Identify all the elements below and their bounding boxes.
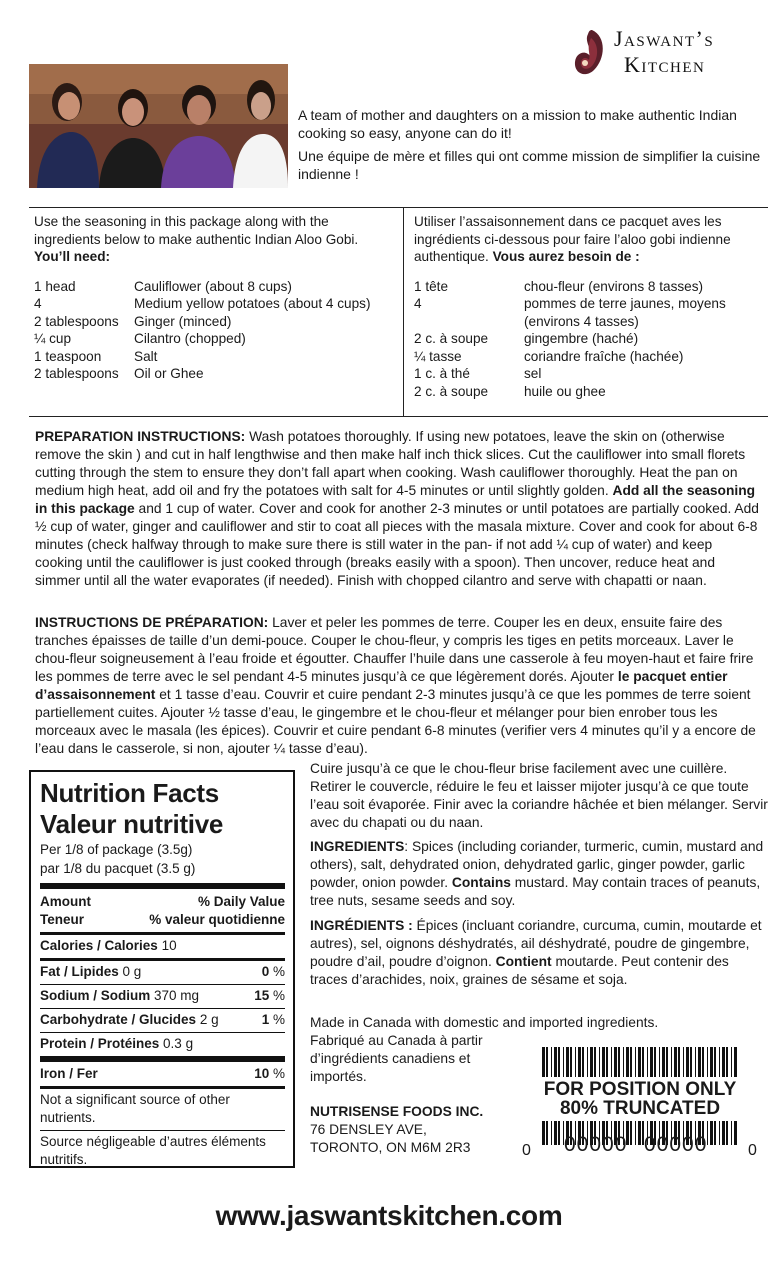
ingredient-row (414, 295, 764, 330)
barcode-bar (626, 1047, 629, 1077)
nutrition-note-en: Not a significant source of other nutrients. (40, 1092, 230, 1125)
nutrient-dv (254, 987, 285, 1005)
dv-label-en: % Daily Value (197, 894, 285, 909)
serving-size-en: Per 1/8 of package (3.5g) (40, 842, 193, 857)
ingredient-name: pommes de terre jaunes, moyens (environs 4 tasses) (524, 296, 726, 329)
nutrition-facts-table (29, 770, 295, 1168)
ingredient-quantity: 2 tablespoons (34, 313, 119, 329)
ingredient-name: sel (524, 366, 542, 381)
barcode-bar (558, 1047, 560, 1077)
ingredient-quantity: 4 (34, 296, 42, 311)
nutrient-row (40, 963, 285, 981)
barcode-bar (731, 1047, 732, 1077)
nutrition-title-en: Nutrition Facts (40, 778, 219, 808)
barcode-bar (671, 1047, 672, 1077)
nutrient-dv-value: 1 (261, 1012, 270, 1027)
company-name: NUTRISENSE FOODS INC. (310, 1104, 484, 1119)
ingredient-name: coriandre fraîche (hachée) (524, 348, 684, 364)
ingredients-text-en: : Spices (including coriander, turmeric, cumin, mustard and others), salt, dehydrated onion, dehydrated garlic, ginger powder, garlic powder, onion powder. (310, 839, 764, 890)
barcode-bar (630, 1047, 632, 1077)
contains-text-en: mustard. May contain traces of peanuts, tree nuts, sesame seeds and soy. (310, 875, 761, 908)
barcode-bar (542, 1121, 545, 1145)
barcode-bar (731, 1121, 732, 1145)
dv-label-fr: % valeur quotidienne (149, 912, 285, 927)
divider (40, 984, 285, 985)
ingredient-row (414, 348, 764, 366)
barcode-bar (590, 1047, 593, 1077)
ingredient-quantity: 2 c. à soupe (414, 331, 489, 346)
ingredient-name: gingembre (haché) (524, 331, 639, 346)
iron-label: Iron / Fer (40, 1066, 98, 1081)
barcode-bar (558, 1121, 560, 1145)
barcode-bar (695, 1047, 696, 1077)
ingredient-name: chou-fleur (environs 8 tasses) (524, 278, 704, 294)
barcode-bar (722, 1121, 725, 1145)
barcode-bar (674, 1047, 677, 1077)
barcode-bar (623, 1047, 624, 1077)
barcode-bar (678, 1047, 680, 1077)
ingredient-quantity: 1 head (34, 278, 76, 294)
brand-name-line1: Jaswant’s (614, 26, 715, 51)
barcode-bar (635, 1047, 636, 1077)
divider (40, 1130, 285, 1131)
ingredient-row (34, 365, 398, 383)
barcode-group-2: 00000 (644, 1133, 708, 1156)
barcode-bar (683, 1047, 684, 1077)
iron-dv-value: 10 (254, 1066, 270, 1081)
barcode-digit-right: 0 (748, 1142, 757, 1159)
barcode-bar (614, 1047, 617, 1077)
barcode-bar (635, 1121, 636, 1145)
barcode-bar (630, 1121, 632, 1145)
calories-label: Calories / Calories (40, 938, 158, 953)
barcode-bar (647, 1047, 648, 1077)
intro-text: Utiliser l’assaisonnement dans ce pacquet aves les ingrédients ci-dessous pour faire l’aloo gobi indienne authentique. (414, 214, 731, 264)
nutrient-label-group (40, 987, 199, 1005)
intro-text: Use the seasoning in this package along with the ingredients below to make authentic Indian Aloo Gobi. (34, 214, 359, 247)
nutrient-amount: 2 g (199, 1012, 219, 1027)
nutrient-amount: 0 g (122, 964, 142, 979)
brand-name-line2: Kitchen (624, 52, 706, 77)
ingredients-label-en: INGREDIENTS (310, 839, 405, 854)
ingredient-row (34, 313, 398, 331)
barcode-bar (551, 1047, 552, 1077)
ingredient-name: Medium yellow potatoes (about 4 cups) (134, 296, 371, 311)
barcode-bar (587, 1047, 588, 1077)
barcode-bar (546, 1121, 548, 1145)
nutrient-dv-percent: % (272, 964, 285, 979)
barcode-bar (570, 1047, 572, 1077)
tagline-en: A team of mother and daughters on a mission to make authentic Indian cooking so easy, anyone can do it! (298, 107, 737, 141)
barcode-bar (554, 1047, 557, 1077)
iron-dv-percent: % (272, 1066, 285, 1081)
barcode-bar (642, 1047, 644, 1077)
iron-dv (254, 1065, 285, 1083)
contains-label-fr: Contient (495, 954, 552, 969)
ingredients-list-en (310, 838, 768, 910)
divider (403, 207, 404, 416)
barcode-bar (726, 1047, 728, 1077)
nutrient-dv (262, 963, 285, 981)
nutrient-dv-percent: % (272, 988, 285, 1003)
ingredients-label-fr: INGRÉDIENTS : (310, 918, 413, 933)
barcode-bar (666, 1047, 668, 1077)
barcode-digit-left: 0 (522, 1142, 531, 1159)
barcode-bar (650, 1047, 653, 1077)
ingredients-needed-en (34, 213, 398, 383)
barcode-bar (566, 1047, 569, 1077)
tagline-fr: Une équipe de mère et filles qui ont comme mission de simplifier la cuisine indienne ! (298, 148, 761, 182)
barcode-bar (575, 1047, 576, 1077)
amount-label-en: Amount (40, 894, 91, 909)
protein-label: Protein / Protéines (40, 1036, 160, 1051)
you-need-label: Vous aurez besoin de : (492, 249, 640, 264)
prep-instructions-fr (35, 614, 763, 758)
barcode-note-line1: FOR POSITION ONLY (543, 1079, 737, 1100)
prep-text-fr-1: Laver et peler les pommes de terre. Couper les en deux, ensuite faire des tranches épaisses de taille d’un demi-pouce. Couper le chou-fleur, y compris les tiges en petits morceaux. Laver le chou-fleur soigneusement à l’eau froide et égoutter. Chauffer l’huile dans une casserole à feu moyen-haut et faire frire les pommes de terre avec le sel pendant 4-5 minutes jusqu’à ce que légèrement dorés. Ajouter (35, 615, 754, 684)
nutrition-title-fr: Valeur nutritive (40, 809, 224, 839)
barcode-bar (563, 1047, 564, 1077)
family-photo (29, 64, 288, 188)
protein-row (40, 1035, 193, 1053)
contains-text-fr: moutarde. Peut contenir des traces d’arachides, noix, graines de sésame et soja. (310, 954, 729, 987)
company-address-line2: TORONTO, ON M6M 2R3 (310, 1140, 471, 1155)
ingredient-name: Cilantro (chopped) (134, 331, 246, 346)
divider (40, 1056, 285, 1062)
barcode-bar (578, 1047, 581, 1077)
barcode-bar (542, 1047, 545, 1077)
ingredient-row (414, 365, 764, 383)
barcode-bar (606, 1047, 608, 1077)
barcode-bar (719, 1121, 720, 1145)
divider (40, 1008, 285, 1009)
divider (40, 958, 285, 961)
ingredient-quantity: ¼ cup (34, 331, 72, 346)
nutrient-dv (262, 1011, 285, 1029)
prep-instructions-en (35, 428, 763, 590)
barcode-bar (582, 1047, 584, 1077)
prep-bold-en: Add all the seasoning in this package (35, 483, 756, 516)
barcode-bar (734, 1047, 737, 1077)
ingredients-needed-fr (414, 213, 764, 400)
barcode-bar (659, 1047, 660, 1077)
ingredient-row (34, 348, 398, 366)
prep-heading-en: PREPARATION INSTRUCTIONS: (35, 429, 246, 444)
ingredient-quantity: 1 c. à thé (414, 366, 470, 381)
ingredient-quantity: 2 c. à soupe (414, 383, 489, 399)
barcode-bar (599, 1047, 600, 1077)
barcode-bar (698, 1047, 701, 1077)
barcode-bar (710, 1121, 713, 1145)
contains-label-en: Contains (451, 875, 511, 890)
nutrient-label-group (40, 963, 141, 981)
barcode-bar (686, 1047, 689, 1077)
divider (40, 932, 285, 935)
prep-text-en-2: and 1 cup of water. Cover and cook for another 2-3 minutes or until potatoes are partially cooked. Add ½ cup of water, ginger and cauliflower and stir to coat all pieces with the masala mixture. Cover and cook for about 6-8 minutes (check halfway through to make sure there is still water in the pan- if not add ¼ cup of water) and keep cooking until the cauliflower is just cooked through (breaks easily with a spoon). Then uncover, reduce heat and simmer until all the water evaporates (if needed). Finish with chopped cilantro and serve with chapatti or naan. (35, 501, 759, 588)
ingredient-row (34, 278, 398, 296)
barcode-bar (551, 1121, 552, 1145)
company-address-line1: 76 DENSLEY AVE, (310, 1122, 427, 1137)
nutrient-dv-value: 15 (254, 988, 270, 1003)
ingredient-name: Ginger (minced) (134, 313, 232, 329)
barcode-bar (726, 1121, 728, 1145)
serving-size-fr: par 1/8 du pacquet (3.5 g) (40, 861, 196, 876)
barcode-bar (714, 1121, 716, 1145)
protein-value: 0.3 g (163, 1036, 194, 1051)
ingredient-name: Cauliflower (about 8 cups) (134, 278, 292, 294)
ingredient-row (34, 330, 398, 348)
barcode-bar (618, 1047, 620, 1077)
made-in-en (310, 1014, 768, 1032)
barcode-bar (710, 1047, 713, 1077)
nutrient-label: Carbohydrate / Glucides (40, 1012, 197, 1027)
made-in-fr-text: Fabriqué au Canada à partir d’ingrédients canadiens et importés. (310, 1033, 483, 1084)
nutrition-note-fr: Source négligeable d’autres éléments nutritifs. (40, 1134, 266, 1167)
company-address (310, 1103, 510, 1157)
paisley-logo-icon (572, 28, 606, 76)
barcode-bar (638, 1121, 641, 1145)
ingredient-row (414, 383, 764, 401)
tagline (298, 107, 768, 189)
ingredient-quantity: 1 tête (414, 278, 449, 294)
ingredients-text-fr: Épices (incluant coriandre, curcuma, cumin, moutarde et autres), sel, oignons déshydratés, ail déshydraté, poudre de gingembre, poudre d’ail, poudre d’oignon. (310, 918, 762, 969)
barcode-bar (719, 1047, 720, 1077)
barcode-bar (638, 1047, 641, 1077)
ingredient-row (414, 278, 764, 296)
ingredient-quantity: 1 teaspoon (34, 348, 102, 364)
barcode-bar (602, 1047, 605, 1077)
prep-continuation-fr (310, 760, 768, 832)
divider (40, 883, 285, 889)
nutrient-dv-value: 0 (261, 964, 270, 979)
prep-text-fr-2: et 1 tasse d’eau. Couvrir et cuire pendant 2-3 minutes jusqu’à ce que les pommes de terre soient partiellement cuites. Ajouter ½ tasse d’eau, le gingembre et le chou-fleur et mélanger pour bien enrober tous les morceaux avec le masala (les épices). Couvrir et cuire pendant 6-8 minutes (verifier vers 4 minutes qu’il y a encore de l’eau dans le casserole, si non, ajouter ¼ tasse d’eau). (35, 687, 756, 756)
barcode (520, 1043, 760, 1165)
prep-text-en-1: Wash potatoes thoroughly. If using new potatoes, leave the skin on (otherwise remove the skin ) and cut in half lengthwise and then make half inch thick slices. Cut the cauliflower into small florets cutting through the stem to ensure they don’t fall apart when cooking. Wash cauliflower thoroughly. Heat the pan on medium high heat, add oil and fry the potatoes with salt for 4-5 minutes or until slightly golden. (35, 429, 746, 498)
barcode-bar (594, 1047, 596, 1077)
ingredients-intro-en (34, 213, 398, 266)
amount-label-fr: Teneur (40, 912, 85, 927)
website-url[interactable]: www.jaswantskitchen.com (215, 1200, 563, 1231)
nutrient-amount: 370 mg (154, 988, 200, 1003)
divider (40, 1086, 285, 1089)
ingredients-intro-fr (414, 213, 764, 266)
barcode-group-1: 00000 (564, 1133, 628, 1156)
nutrient-dv-percent: % (272, 1012, 285, 1027)
nutrient-row (40, 1011, 285, 1029)
barcode-bar (690, 1047, 692, 1077)
divider (29, 416, 768, 417)
nutrient-label: Fat / Lipides (40, 964, 119, 979)
barcode-bar (714, 1047, 716, 1077)
barcode-bar (707, 1047, 708, 1077)
ingredient-name: huile ou ghee (524, 383, 606, 399)
barcode-bar (654, 1047, 656, 1077)
ingredients-table-fr (414, 278, 764, 401)
prep-bold-fr: le pacquet entier d’assaisonnement (35, 669, 728, 702)
barcode-note-line2: 80% TRUNCATED (559, 1098, 721, 1119)
nutrient-label-group (40, 1011, 219, 1029)
ingredient-quantity: ¼ tasse (414, 348, 462, 364)
nutrient-label: Sodium / Sodium (40, 988, 151, 1003)
ingredient-quantity: 2 tablespoons (34, 366, 119, 381)
barcode-bar (734, 1121, 737, 1145)
barcode-bars-top (542, 1047, 738, 1077)
ingredient-quantity: 4 (414, 296, 422, 311)
prep-text-fr-3: Cuire jusqu’à ce que le chou-fleur brise facilement avec une cuillère. Retirer le couvercle, réduire le feu et laisser mijoter jusqu’à ce que toute l’eau soit évaporée. Finir avec la coriandre hâchée et bien mélanger. Servir avec du chapati ou du naan. (310, 761, 768, 830)
made-in-en-text: Made in Canada with domestic and imported ingredients. (310, 1015, 659, 1030)
nutrient-rows (40, 963, 285, 1033)
calories-row (40, 937, 177, 955)
barcode-bar (702, 1047, 704, 1077)
barcode-bar (662, 1047, 665, 1077)
ingredient-row (34, 295, 398, 313)
ingredient-name: Oil or Ghee (134, 366, 204, 381)
nutrient-row (40, 987, 285, 1005)
barcode-bar (546, 1047, 548, 1077)
made-in-fr (310, 1032, 510, 1086)
ingredients-table-en (34, 278, 398, 383)
brand-logo (572, 26, 762, 82)
prep-heading-fr: INSTRUCTIONS DE PRÉPARATION: (35, 615, 269, 630)
barcode-bar (611, 1047, 612, 1077)
barcode-bar (722, 1047, 725, 1077)
ingredient-row (414, 330, 764, 348)
ingredient-name: Salt (134, 348, 158, 364)
ingredients-list-fr (310, 917, 768, 989)
you-need-label: You’ll need: (34, 249, 111, 264)
barcode-bar (554, 1121, 557, 1145)
divider (29, 207, 768, 208)
calories-value: 10 (161, 938, 177, 953)
divider (40, 1032, 285, 1033)
